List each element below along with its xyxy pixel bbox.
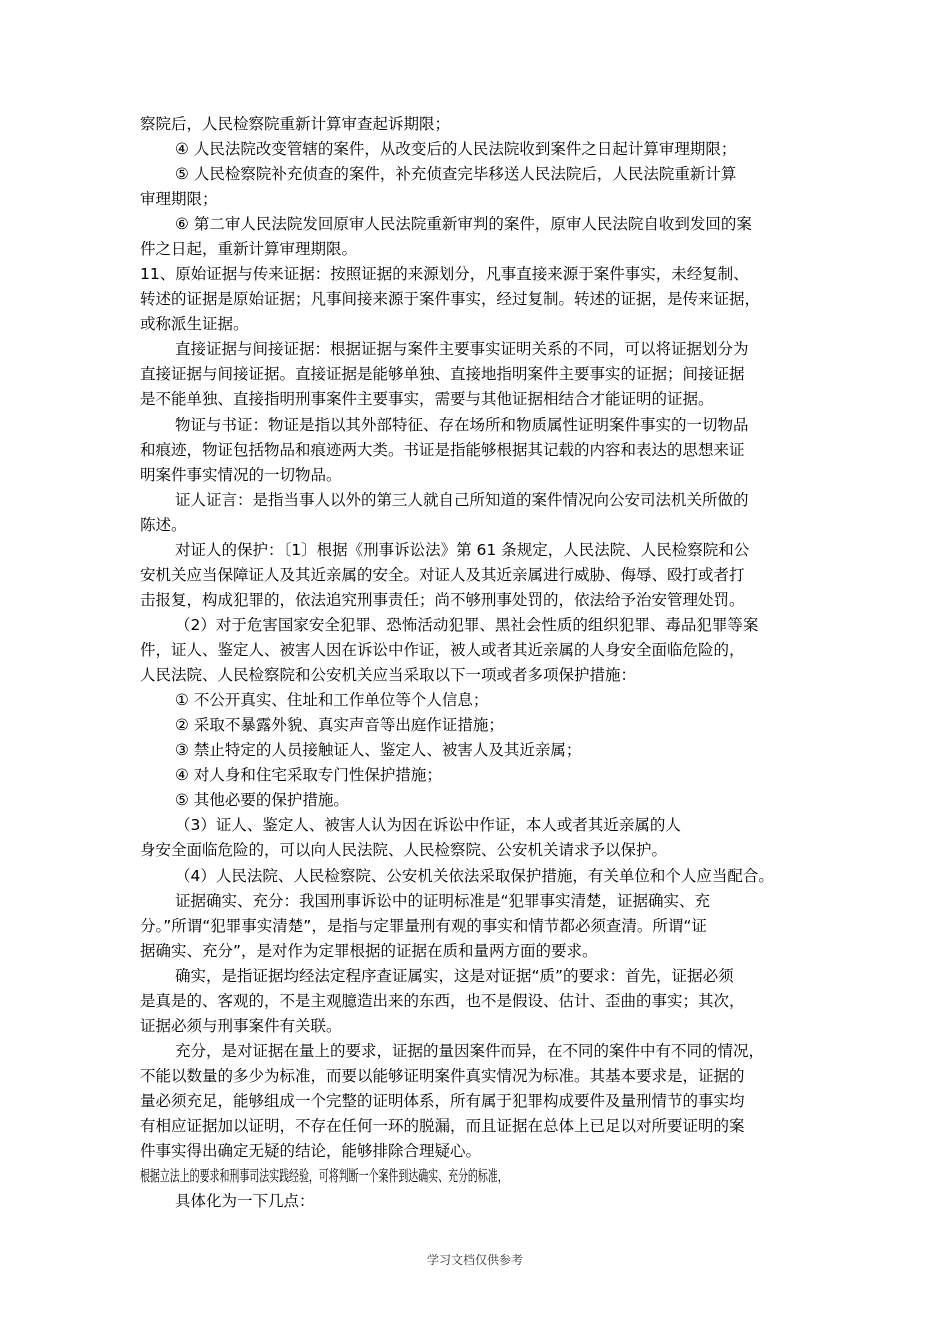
text-line: 证人证言：是指当事人以外的第三人就自己所知道的案件情况向公安司法机关所做的: [175, 491, 749, 509]
text-line: 件之日起，重新计算审理期限。: [140, 240, 358, 258]
text-line: 证据确实、充分：我国刑事诉讼中的证明标准是“犯罪事实清楚，证据确实、充: [175, 892, 711, 910]
text-line: ⑤ 人民检察院补充侦查的案件，补充侦查完毕移送人民法院后，人民法院重新计算: [175, 165, 737, 183]
text-line: 明案件事实情况的一切物品。: [140, 466, 342, 484]
text-line: 和痕迹，物证包括物品和痕迹两大类。书证是指能够根据其记载的内容和表达的思想来证: [140, 441, 745, 459]
text-line: ④ 人民法院改变管辖的案件，从改变后的人民法院收到案件之日起计算审理期限；: [175, 140, 737, 158]
text-line: （4）人民法院、人民检察院、公安机关依法采取保护措施，有关单位和个人应当配合。: [175, 867, 774, 885]
text-line: 件，证人、鉴定人、被害人因在诉讼中作证，被人或者其近亲属的人身安全面临危险的，: [140, 641, 745, 659]
text-line: 直接证据与间接证据。直接证据是能够单独、直接地指明案件主要事实的证据；间接证据: [140, 365, 745, 383]
text-line: 是不能单独、直接指明刑事案件主要事实，需要与其他证据相结合才能证明的证据。: [140, 390, 714, 408]
text-line: ⑤ 其他必要的保护措施。: [175, 791, 349, 809]
text-line: 量必须充足，能够组成一个完整的证明体系，所有属于犯罪构成要件及量刑情节的事实均: [140, 1092, 745, 1110]
text-line: 转述的证据是原始证据；凡事间接来源于案件事实，经过复制。转述的证据，是传来证据，: [140, 290, 761, 308]
text-line: ① 不公开真实、住址和工作单位等个人信息；: [175, 691, 489, 709]
text-line: 物证与书证：物证是指以其外部特征、存在场所和物质属性证明案件事实的一切物品: [175, 416, 749, 434]
text-line: ③ 禁止特定的人员接触证人、鉴定人、被害人及其近亲属；: [175, 741, 582, 759]
text-line: ⑥ 第二审人民法院发回原审人民法院重新审判的案件，原审人民法院自收到发回的案: [175, 215, 752, 233]
text-line: 安机关应当保障证人及其近亲属的安全。对证人及其近亲属进行威胁、侮辱、殴打或者打: [140, 566, 745, 584]
text-line: ④ 对人身和住宅采取专门性保护措施；: [175, 766, 442, 784]
text-line: 确实，是指证据均经法定程序查证属实，这是对证据“质”的要求：首先，证据必须: [175, 967, 734, 985]
text-line: 陈述。: [140, 516, 187, 534]
text-line: （3）证人、鉴定人、被害人认为因在诉讼中作证，本人或者其近亲属的人: [175, 816, 681, 834]
text-line: ② 采取不暴露外貌、真实声音等出庭作证措施；: [175, 716, 504, 734]
page-footer: 学习文档仅供参考: [426, 1253, 523, 1267]
text-line: 人民法院、人民检察院和公安机关应当采取以下一项或者多项保护措施：: [140, 666, 637, 684]
text-line: 具体化为一下几点：: [175, 1192, 315, 1210]
text-line: 察院后，人民检察院重新计算审查起诉期限；: [140, 115, 451, 133]
text-line: 根据立法上的要求和刑事司法实践经验，可将判断一个案件到达确实、充分的标准，: [140, 1167, 508, 1185]
text-line: 审理期限；: [140, 190, 218, 208]
text-line: 对证人的保护：〔1〕根据《刑事诉讼法》第 61 条规定，人民法院、人民检察院和公: [175, 541, 750, 559]
text-line: 直接证据与间接证据：根据证据与案件主要事实证明关系的不同，可以将证据划分为: [175, 340, 749, 358]
text-line: 身安全面临危险的，可以向人民法院、人民检察院、公安机关请求予以保护。: [140, 841, 668, 859]
text-line: 有相应证据加以证明，不存在任何一环的脱漏，而且证据在总体上已足以对所要证明的案: [140, 1117, 745, 1135]
text-line: 不能以数量的多少为标准，而要以能够证明案件真实情况为标准。其基本要求是，证据的: [140, 1067, 745, 1085]
text-line: 据确实、充分”，是对作为定罪根据的证据在质和量两方面的要求。: [140, 942, 598, 960]
text-line: （2）对于危害国家安全犯罪、恐怖活动犯罪、黑社会性质的组织犯罪、毒品犯罪等案: [175, 616, 759, 634]
text-line: 证据必须与刑事案件有关联。: [140, 1017, 342, 1035]
text-line: 或称派生证据。: [140, 315, 249, 333]
text-line: 充分，是对证据在量上的要求，证据的量因案件而异，在不同的案件中有不同的情况，: [175, 1042, 765, 1060]
text-line: 击报复，构成犯罪的，依法追究刑事责任；尚不够刑事处罚的，依法给予治安管理处罚。: [140, 591, 745, 609]
text-line: 件事实得出确定无疑的结论，能够排除合理疑心。: [140, 1142, 482, 1160]
text-line: 是真是的、客观的，不是主观臆造出来的东西，也不是假设、估计、歪曲的事实；其次，: [140, 992, 745, 1010]
text-line: 分。”所谓“犯罪事实清楚”，是指与定罪量刑有观的事实和情节都必须查清。所谓“证: [140, 917, 707, 935]
text-line: 11、原始证据与传来证据：按照证据的来源划分，凡事直接来源于案件事实，未经复制、: [140, 265, 749, 283]
